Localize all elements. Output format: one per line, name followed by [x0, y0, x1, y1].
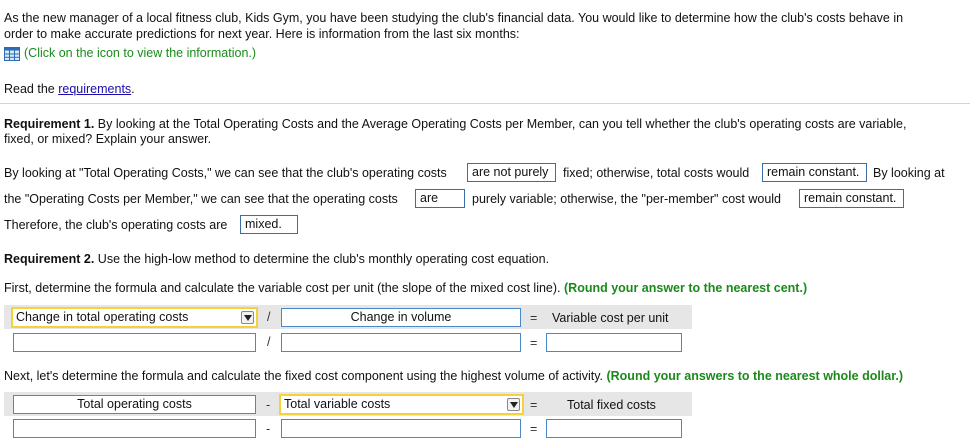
chevron-down-icon[interactable] — [507, 398, 520, 411]
change-in-volume-header[interactable]: Change in volume — [281, 308, 521, 327]
answer-dropdown-2[interactable]: remain constant. — [762, 163, 867, 182]
chevron-down-icon[interactable] — [241, 311, 254, 324]
req2-label: Requirement 2. — [4, 252, 95, 266]
formula2-select[interactable] — [279, 394, 524, 415]
req2-next-text: Next, let's determine the formula and calculate the fixed cost component using the highest volume of activity. — [4, 369, 603, 383]
req1-sentence-4: the "Operating Costs per Member," we can see that the operating costs — [4, 192, 398, 206]
req1-sentence-6: Therefore, the club's operating costs are — [4, 218, 228, 232]
equals-operator: = — [530, 336, 538, 350]
answer-dropdown-1[interactable]: are not purely — [467, 163, 556, 182]
minus-operator: - — [266, 398, 271, 412]
req1-sentence-2: fixed; otherwise, total costs would — [563, 166, 750, 180]
req2-text: Use the high-low method to determine the club's monthly operating cost equation. — [94, 252, 550, 266]
formula1-input-1[interactable] — [13, 333, 256, 352]
req1-question-text: By looking at the Total Operating Costs and the Average Operating Costs per Member, can you tell whether the club's operating costs are variable, — [94, 117, 907, 131]
minus-operator: - — [266, 422, 271, 436]
read-prefix: Read the — [4, 82, 59, 96]
formula2-input-2[interactable] — [281, 419, 521, 438]
answer-dropdown-4[interactable]: remain constant. — [799, 189, 904, 208]
req1-label: Requirement 1. — [4, 117, 95, 131]
data-link-text[interactable]: (Click on the icon to view the information.) — [24, 46, 257, 60]
req1-sentence-5: purely variable; otherwise, the "per-member" cost would — [472, 192, 782, 206]
req1-question-line-2: fixed, or mixed? Explain your answer. — [4, 132, 212, 146]
formula1-select-value: Change in total operating costs — [16, 310, 189, 324]
answer-dropdown-3[interactable]: are — [415, 189, 465, 208]
read-suffix: . — [131, 82, 135, 96]
req1-sentence-1: By looking at "Total Operating Costs," we can see that the club's operating costs — [4, 166, 447, 180]
formula2-select-value: Total variable costs — [284, 397, 391, 411]
req2-first-text: First, determine the formula and calculate the variable cost per unit (the slope of the mixed cost line). — [4, 281, 561, 295]
table-icon[interactable] — [4, 47, 20, 61]
equals-operator: = — [530, 422, 538, 436]
req2-next-line — [4, 369, 903, 384]
intro-line-2: order to make accurate predictions for next year. Here is information from the last six months: — [4, 27, 520, 41]
equals-operator: = — [530, 311, 538, 325]
formula2-result-input[interactable] — [546, 419, 682, 438]
req1-question-line-1 — [4, 117, 906, 132]
req1-sentence-3: By looking at — [873, 166, 945, 180]
req2-next-note: (Round your answers to the nearest whole dollar.) — [606, 369, 904, 383]
divide-operator: / — [267, 310, 271, 324]
req2-first-note: (Round your answer to the nearest cent.) — [564, 281, 808, 295]
variable-cost-per-unit-label: Variable cost per unit — [552, 311, 669, 325]
req2-heading — [4, 252, 549, 267]
section-divider — [0, 103, 970, 104]
intro-line-1: As the new manager of a local fitness club, Kids Gym, you have been studying the club's financial data. You would like to determine how the club's costs behave in — [4, 11, 904, 25]
equals-operator: = — [530, 398, 538, 412]
requirements-link[interactable]: requirements — [58, 82, 132, 96]
req2-first-line — [4, 281, 807, 296]
read-requirements — [4, 82, 135, 97]
formula1-input-2[interactable] — [281, 333, 521, 352]
total-operating-costs-header[interactable]: Total operating costs — [13, 395, 256, 414]
total-fixed-costs-label: Total fixed costs — [567, 398, 656, 412]
answer-dropdown-5[interactable]: mixed. — [240, 215, 298, 234]
divide-operator: / — [267, 335, 271, 349]
formula1-select[interactable] — [11, 307, 258, 328]
formula1-result-input[interactable] — [546, 333, 682, 352]
formula2-input-1[interactable] — [13, 419, 256, 438]
